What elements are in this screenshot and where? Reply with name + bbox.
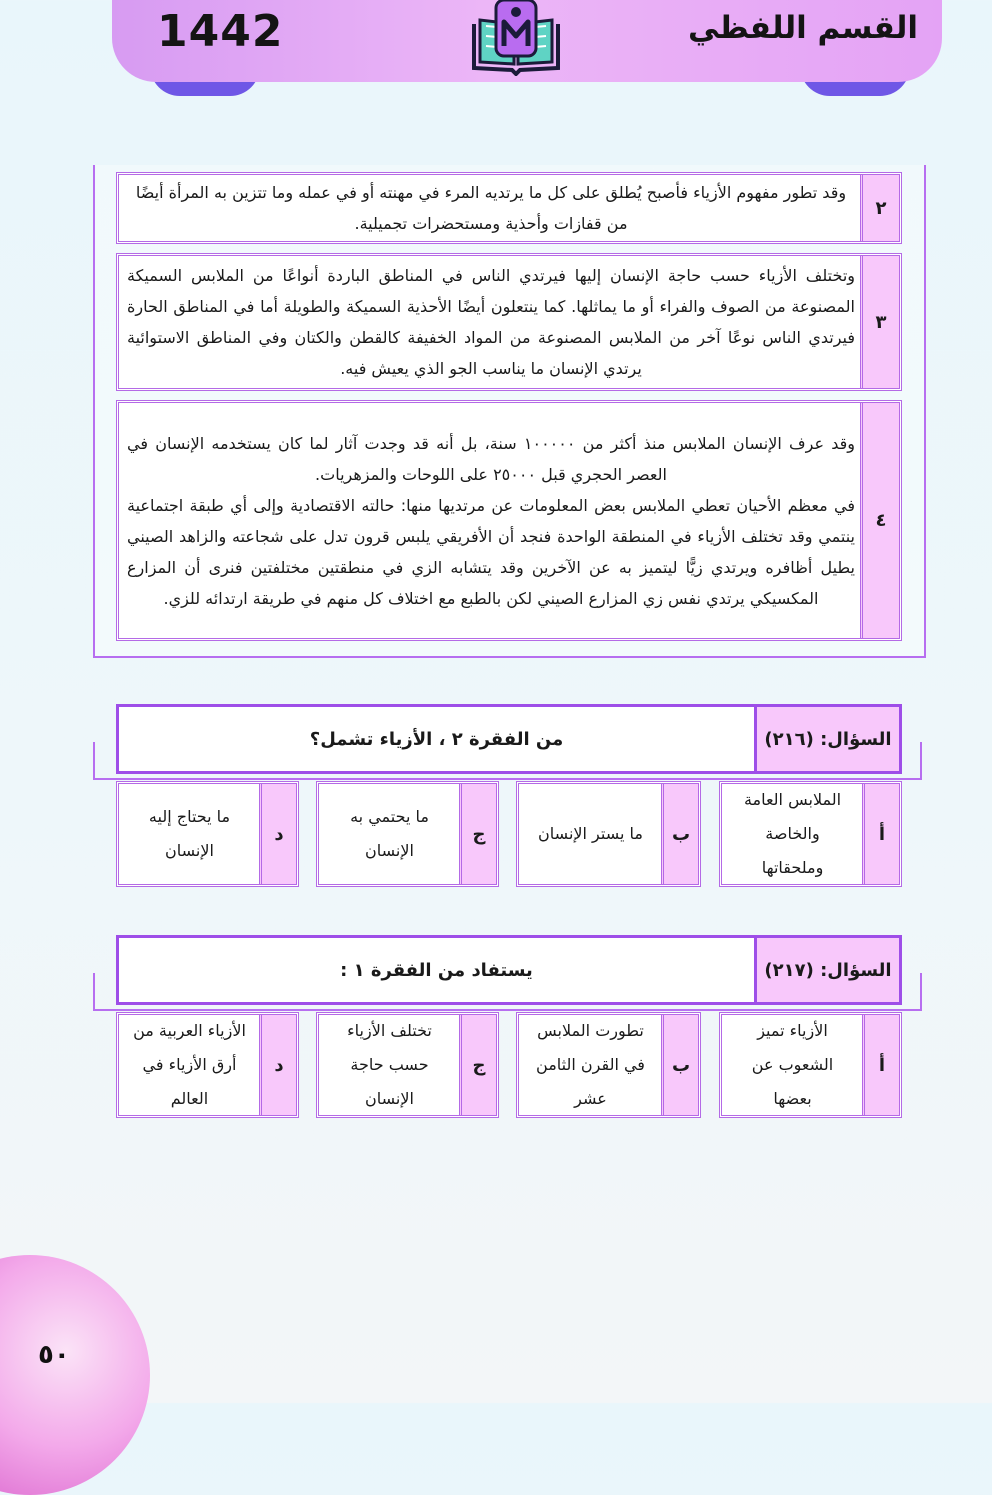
option-letter: ب: [661, 1015, 698, 1115]
option-letter: د: [259, 784, 296, 884]
option-a[interactable]: [719, 781, 902, 887]
paragraph-number: ٢: [860, 175, 899, 241]
question-216-box: [116, 704, 902, 774]
paragraph-text-part-1: وقد عرف الإنسان الملابس منذ أكثر من ١٠٠٠٠٠ سنة، بل أنه قد وجدت آثار لما كان يستخدمه الإنسان في العصر الحجري قبل ٢٥٠٠٠ على اللوحات والمزهريات.: [127, 433, 856, 484]
option-text: تطورت الملابس في القرن الثامن عشر: [536, 1021, 645, 1108]
header-year: 1442: [157, 6, 284, 57]
option-text: ما يستر الإنسان: [538, 824, 643, 843]
question-label: السؤال: (٢١٦): [754, 707, 899, 771]
question-text: يستفاد من الفقرة ١ :: [340, 959, 533, 981]
paragraph-text: وقد تطور مفهوم الأزياء فأصبح يُطلق على كل ما يرتديه المرء في مهنته أو في عمله وما تتزين به المرأة أيضًا من قفازات وأحذية ومستحضرات تجميلية.: [135, 183, 847, 233]
question-label: السؤال: (٢١٧): [754, 938, 899, 1002]
paragraph-number: ٣: [860, 256, 899, 388]
option-letter: ج: [459, 1015, 496, 1115]
option-letter: ب: [661, 784, 698, 884]
paragraph-text-part-2: في معظم الأحيان تعطي الملابس بعض المعلومات عن مرتديها منها: حالته الاقتصادية وإلى أي طبقة اجتماعية ينتمي وقد تختلف الأزياء في المنطقة الواحدة فنجد أن الأفريقي يلبس قرون تدل على شجاعته والزاهد الصيني يطيل أظافره ويرتدي زيًّا ليتميز به عن الآخرين وقد يتشابه الزي في منطقتين مختلفتين فنرى أن المزارع المكسيكي يرتدي نفس زي المزارع الصيني لكن بالطبع مع اختلاف كل منهم في طريقة ارتدائه للزي.: [127, 495, 855, 608]
option-text: تختلف الأزياء حسب حاجة الإنسان: [347, 1021, 432, 1108]
passage-paragraph-3: [116, 253, 902, 391]
page-number: ٥٠: [38, 1340, 70, 1370]
paragraph-text: وتختلف الأزياء حسب حاجة الإنسان إليها فيرتدي الناس في المناطق الباردة أنواعًا من الملابس السميكة المصنوعة من الصوف والفراء أو ما يماثلها. كما ينتعلون أيضًا الأحذية السميكة والطويلة أما في المناطق الحارة فيرتدي الناس نوعًا آخر من الملابس المصنوعة من المواد الخفيفة كالقطن والكتان وفي المناطق الاستوائية يرتدي الإنسان ما يناسب الجو الذي يعيش فيه.: [127, 266, 855, 378]
option-d[interactable]: [116, 781, 299, 887]
paragraph-number: ٤: [860, 403, 899, 638]
option-letter: د: [259, 1015, 296, 1115]
decorative-corner-blob: [0, 1255, 150, 1495]
option-d[interactable]: [116, 1012, 299, 1118]
option-letter: أ: [862, 1015, 899, 1115]
option-letter: ج: [459, 784, 496, 884]
passage-paragraph-2: [116, 172, 902, 244]
option-text: الملابس العامة والخاصة وملحقاتها: [743, 790, 842, 877]
option-c[interactable]: [316, 781, 499, 887]
option-letter: أ: [862, 784, 899, 884]
passage-paragraph-4: [116, 400, 902, 641]
option-a[interactable]: [719, 1012, 902, 1118]
option-text: الأزياء تميز الشعوب عن بعضها: [751, 1021, 834, 1108]
option-b[interactable]: [516, 1012, 701, 1118]
header-section-title: القسم اللفظي: [687, 10, 918, 46]
option-text: الأزياء العربية من أرق الأزياء في العالم: [133, 1021, 246, 1108]
book-logo-icon: [468, 0, 564, 76]
option-c[interactable]: [316, 1012, 499, 1118]
option-b[interactable]: [516, 781, 701, 887]
option-text: ما يحتاج إليه الإنسان: [148, 807, 231, 860]
question-217-box: [116, 935, 902, 1005]
question-text: من الفقرة ٢ ، الأزياء تشمل؟: [309, 728, 564, 750]
option-text: ما يحتمي به الإنسان: [350, 807, 429, 860]
